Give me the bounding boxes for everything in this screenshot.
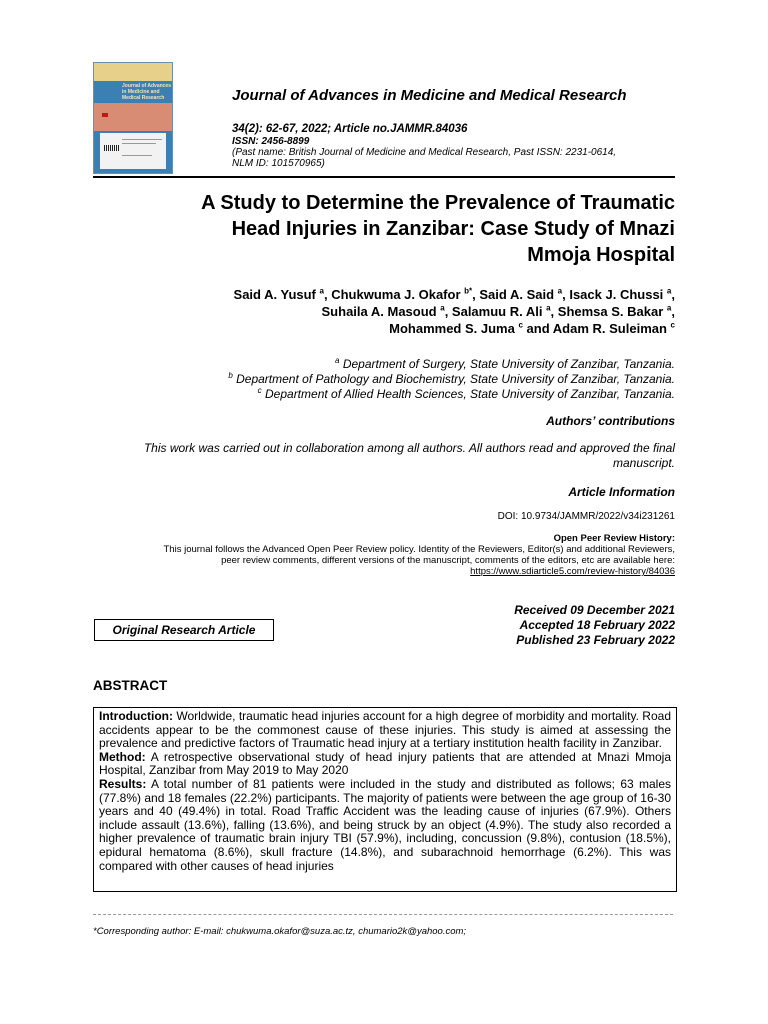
abstract-text: A retrospective observational study of head injury patients that are attended at Mnazi Mmoja Hospital, Zanzibar from May 2019 to May 2020 xyxy=(99,749,671,778)
author-affiliation-mark: c xyxy=(518,320,523,330)
author-name: Isack J. Chussi xyxy=(569,287,664,302)
contributions-line: manuscript. xyxy=(612,456,675,470)
abstract-introduction xyxy=(99,710,671,751)
author-affiliation-mark: a xyxy=(546,303,551,313)
accepted-date: Accepted 18 February 2022 xyxy=(519,618,675,632)
abstract-label: Results: xyxy=(99,776,147,791)
author-separator: , xyxy=(472,287,480,302)
author-name: Chukwuma J. Okafor xyxy=(331,287,461,302)
affiliation-list xyxy=(75,357,675,402)
affiliation-mark: a xyxy=(335,356,340,365)
abstract-label: Introduction: xyxy=(99,709,173,723)
author-separator: , xyxy=(444,304,452,319)
author-line xyxy=(95,303,675,320)
author-separator: , xyxy=(550,304,558,319)
author-name: Salamuu R. Ali xyxy=(451,304,543,319)
peer-review-line: peer review comments, different versions of the manuscript, comments of the editors, etc are available here: xyxy=(221,555,675,566)
journal-name: Journal of Advances in Medicine and Medical Research xyxy=(232,87,627,104)
abstract-method xyxy=(99,751,671,778)
author-affiliation-mark: b* xyxy=(464,286,473,296)
author-affiliation-mark: c xyxy=(670,320,675,330)
peer-review-line: This journal follows the Advanced Open Peer Review policy. Identity of the Reviewers, Editor(s) and additional Reviewers, xyxy=(163,544,675,555)
issn: ISSN: 2456-8899 xyxy=(232,136,310,147)
cover-title-line: Journal of Advances xyxy=(122,83,171,89)
contributions-line: This work was carried out in collaboration among all authors. All authors read and approved the final xyxy=(143,441,675,455)
cover-band xyxy=(94,103,172,131)
journal-cover-image xyxy=(93,62,173,174)
article-type-box xyxy=(94,619,274,641)
author-line xyxy=(95,320,675,337)
affiliation-text: Department of Pathology and Biochemistry, State University of Zanzibar, Tanzania. xyxy=(236,372,675,386)
title-line: Mmoja Hospital xyxy=(527,244,675,266)
header-divider xyxy=(93,176,675,178)
affiliation-mark: b xyxy=(228,371,233,380)
footer-divider xyxy=(93,914,673,915)
author-name: Mohammed S. Juma xyxy=(389,321,515,336)
author-affiliation-mark: a xyxy=(440,303,445,313)
affiliation xyxy=(75,357,675,372)
author-name: Shemsa S. Bakar xyxy=(557,304,664,319)
article-title xyxy=(115,190,675,268)
affiliation-text: Department of Allied Health Sciences, State University of Zanzibar, Tanzania. xyxy=(265,387,675,401)
author-line xyxy=(95,286,675,303)
author-name: Said A. Yusuf xyxy=(233,287,316,302)
cover-title-line: Medical Research xyxy=(122,95,165,101)
author-name: Suhaila A. Masoud xyxy=(321,304,437,319)
author-name: Adam R. Suleiman xyxy=(552,321,667,336)
author-list xyxy=(95,286,675,337)
review-history-link[interactable]: https://www.sdiarticle5.com/review-history/84036 xyxy=(470,566,675,577)
article-type: Original Research Article xyxy=(112,623,256,637)
title-line: Head Injuries in Zanzibar: Case Study of Mnazi xyxy=(231,218,675,240)
citation: 34(2): 62-67, 2022; Article no.JAMMR.84036 xyxy=(232,123,468,135)
peer-review-heading: Open Peer Review History: xyxy=(553,533,675,544)
cover-title-line: in Medicine and xyxy=(122,89,160,95)
abstract-box xyxy=(93,707,677,892)
doi: DOI: 10.9734/JAMMR/2022/v34i231261 xyxy=(497,511,675,522)
cover-text-line xyxy=(122,143,156,144)
abstract-text: A total number of 81 patients were included in the study and distributed as follows; 63 males (77.8%) and 18 females (22.2%) participants. The majority of patients were between the age group of 16-30 years and 40 (49.4%) in total. Road Traffic Accident was the leading cause of injuries (67.9%). Others include assault (13.6%), falling (13.6%), and being struck by an object (4.9%). The study also recorded a higher prevalence of traumatic brain injury TBI (57.9%), including, concussion (9.8%), contusion (18.5%), epidural hematoma (8.6%), skull fracture (14.8%), and subarachnoid hemorrhage (6.2%). This was compared with other causes of head injuries xyxy=(99,776,671,873)
title-line: A Study to Determine the Prevalence of Traumatic xyxy=(201,192,675,214)
author-affiliation-mark: a xyxy=(666,303,672,313)
affiliation xyxy=(75,372,675,387)
received-date: Received 09 December 2021 xyxy=(514,603,675,617)
past-name-line: NLM ID: 101570965) xyxy=(232,158,325,169)
author-separator: , xyxy=(671,304,675,319)
cover-top-band xyxy=(94,63,172,81)
affiliation-mark: c xyxy=(257,386,262,395)
peer-review-text xyxy=(55,544,675,577)
cover-title xyxy=(122,83,171,101)
author-affiliation-mark: a xyxy=(319,286,324,296)
cover-text-line xyxy=(122,155,152,156)
author-affiliation-mark: a xyxy=(666,286,672,296)
contributions-text xyxy=(95,441,675,471)
author-affiliation-mark: a xyxy=(557,286,563,296)
past-name-line: (Past name: British Journal of Medicine and Medical Research, Past ISSN: 2231-0614, xyxy=(232,147,617,158)
published-date: Published 23 February 2022 xyxy=(516,633,675,647)
publication-dates xyxy=(514,603,675,648)
contributions-heading: Authors’ contributions xyxy=(546,414,675,428)
affiliation xyxy=(75,387,675,402)
author-separator: and xyxy=(522,321,553,336)
abstract-heading: ABSTRACT xyxy=(93,678,168,693)
author-separator: , xyxy=(562,287,570,302)
author-separator: , xyxy=(671,287,675,302)
affiliation-text: Department of Surgery, State University of Zanzibar, Tanzania. xyxy=(342,357,675,371)
author-separator: , xyxy=(323,287,332,302)
abstract-results xyxy=(99,778,671,873)
past-name-note xyxy=(232,147,616,169)
author-name: Said A. Said xyxy=(479,287,555,302)
cover-red-mark xyxy=(102,113,108,117)
cover-barcode xyxy=(104,145,120,151)
article-info-heading: Article Information xyxy=(568,485,675,499)
cover-text-line xyxy=(122,139,162,140)
corresponding-author: *Corresponding author: E-mail: chukwuma.okafor@suza.ac.tz, chumario2k@yahoo.com; xyxy=(93,926,467,937)
abstract-text: Worldwide, traumatic head injuries account for a high degree of morbidity and mortality. Road accidents appear to be the commonest cause of these injuries. This study is aimed at assessing the prevalence and predictive factors of Traumatic head injury at a tertiary institution health facility in Zanzibar. xyxy=(99,709,671,751)
abstract-label: Method: xyxy=(99,749,146,764)
